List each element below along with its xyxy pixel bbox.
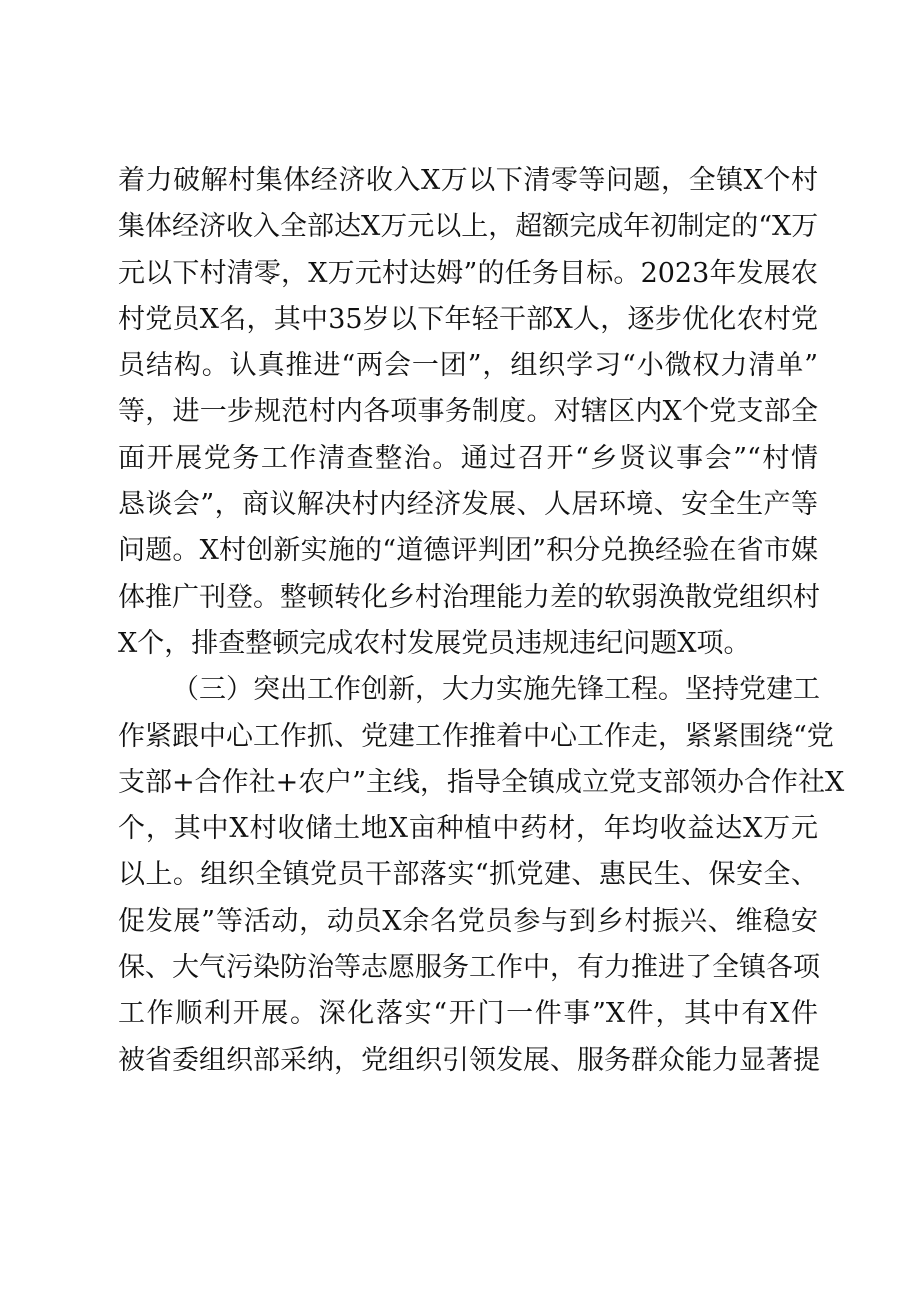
text-line: 恳谈会”，商议解决村内经济发展、人居环境、安全生产等 bbox=[118, 489, 818, 521]
text-line: 工作顺利开展。深化落实“开门一件事”X件，其中有X件 bbox=[118, 998, 818, 1030]
paragraph-2 bbox=[118, 667, 845, 1084]
paragraph-1 bbox=[118, 158, 818, 667]
text-line: 以上。组织全镇党员干部落实“抓党建、惠民生、保安全、 bbox=[118, 859, 818, 891]
text-line: 个，其中X村收储土地X亩种植中药材，年均收益达X万元 bbox=[118, 813, 818, 845]
text-line: 元以下村清零，X万元村达姆”的任务目标。2023年发展农 bbox=[118, 257, 818, 289]
document-body bbox=[118, 158, 845, 1084]
text-line: 员结构。认真推进“两会一团”，组织学习“小微权力清单” bbox=[118, 350, 818, 382]
text-line: 着力破解村集体经济收入X万以下清零等问题，全镇X个村 bbox=[118, 165, 818, 196]
text-line: 面开展党务工作清查整治。通过召开“乡贤议事会”“村情 bbox=[118, 442, 818, 474]
text-line: 作紧跟中心工作抓、党建工作推着中心工作走，紧紧围绕“党 bbox=[118, 720, 834, 752]
section-heading-line: （三）突出工作创新，大力实施先锋工程。坚持党建工 bbox=[172, 674, 820, 706]
text-line: 等，进一步规范村内各项事务制度。对辖区内X个党支部全 bbox=[118, 396, 818, 428]
text-line: 被省委组织部采纳，党组织引领发展、服务群众能力显著提 bbox=[118, 1044, 820, 1076]
text-line: 促发展”等活动，动员X余名党员参与到乡村振兴、维稳安 bbox=[118, 905, 818, 937]
text-line: X个，排查整顿完成农村发展党员违规违纪问题X项。 bbox=[118, 627, 751, 659]
text-line: 支部+合作社+农户”主线，指导全镇成立党支部领办合作社X bbox=[118, 766, 845, 798]
text-line: 村党员X名，其中35岁以下年轻干部X人，逐步优化农村党 bbox=[118, 303, 818, 335]
text-line: 集体经济收入全部达X万元以上，超额完成年初制定的“X万 bbox=[118, 211, 819, 243]
text-line: 问题。X村创新实施的“道德评判团”积分兑换经验在省市媒 bbox=[118, 535, 818, 567]
text-line: 保、大气污染防治等志愿服务工作中，有力推进了全镇各项 bbox=[118, 952, 820, 984]
text-line: 体推广刊登。整顿转化乡村治理能力差的软弱涣散党组织村 bbox=[118, 581, 820, 613]
